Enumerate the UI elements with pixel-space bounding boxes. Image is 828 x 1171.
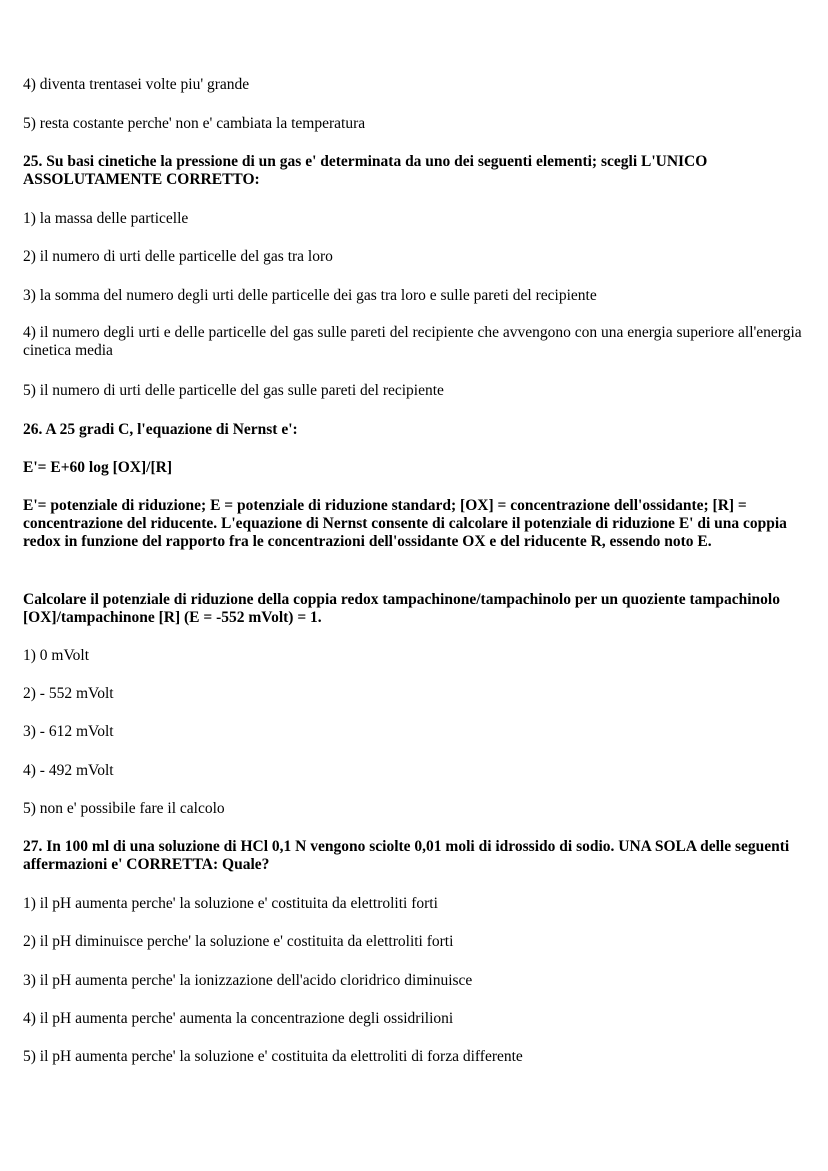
nernst-definition: E'= potenziale di riduzione; E = potenziale di riduzione standard; [OX] = concentrazione dell'ossidante; [R] = concentrazione del riducente. L'equazione di Nernst consente di calcolare il potenziale di riduzione E' di una coppia redox in funzione del rapporto fra le concentrazioni dell'ossidante OX e del riducente R, essendo noto E. bbox=[23, 497, 787, 550]
nernst-equation: E'= E+60 log [OX]/[R] bbox=[23, 459, 172, 476]
question-25: 25. Su basi cinetiche la pressione di un gas e' determinata da uno dei seguenti elementi; scegli L'UNICO ASSOLUTAMENTE CORRETTO: bbox=[23, 153, 708, 188]
q27-option-2: 2) il pH diminuisce perche' la soluzione e' costituita da elettroliti forti bbox=[23, 933, 454, 950]
q26-option-2: 2) - 552 mVolt bbox=[23, 685, 114, 702]
q25-option-2: 2) il numero di urti delle particelle del gas tra loro bbox=[23, 248, 333, 265]
q26-option-1: 1) 0 mVolt bbox=[23, 647, 90, 664]
q25-option-5: 5) il numero di urti delle particelle del gas sulle pareti del recipiente bbox=[23, 382, 444, 399]
q25-option-4: 4) il numero degli urti e delle particelle del gas sulle pareti del recipiente che avvengono con una energia superiore all'energia cinetica media bbox=[23, 324, 802, 359]
q25-option-3: 3) la somma del numero degli urti delle particelle dei gas tra loro e sulle pareti del recipiente bbox=[23, 287, 597, 304]
q25-option-1: 1) la massa delle particelle bbox=[23, 210, 189, 227]
q27-option-3: 3) il pH aumenta perche' la ionizzazione dell'acido cloridrico diminuisce bbox=[23, 972, 473, 989]
q26-task: Calcolare il potenziale di riduzione della coppia redox tampachinone/tampachinolo per un quoziente tampachinolo [OX]/tampachinone [R] (E = -552 mVolt) = 1. bbox=[23, 591, 780, 626]
q27-option-4: 4) il pH aumenta perche' aumenta la concentrazione degli ossidrilioni bbox=[23, 1010, 454, 1027]
q26-option-5: 5) non e' possibile fare il calcolo bbox=[23, 800, 225, 817]
question-27: 27. In 100 ml di una soluzione di HCl 0,1 N vengono sciolte 0,01 moli di idrossido di sodio. UNA SOLA delle seguenti affermazioni e' CORRETTA: Quale? bbox=[23, 838, 790, 873]
q27-option-1: 1) il pH aumenta perche' la soluzione e' costituita da elettroliti forti bbox=[23, 895, 438, 912]
q26-option-3: 3) - 612 mVolt bbox=[23, 723, 114, 740]
prev-option-5: 5) resta costante perche' non e' cambiata la temperatura bbox=[23, 115, 366, 132]
prev-option-4: 4) diventa trentasei volte piu' grande bbox=[23, 76, 250, 93]
q27-option-5: 5) il pH aumenta perche' la soluzione e' costituita da elettroliti di forza differente bbox=[23, 1048, 523, 1065]
question-26: 26. A 25 gradi C, l'equazione di Nernst e': bbox=[23, 421, 298, 438]
q26-option-4: 4) - 492 mVolt bbox=[23, 762, 114, 779]
